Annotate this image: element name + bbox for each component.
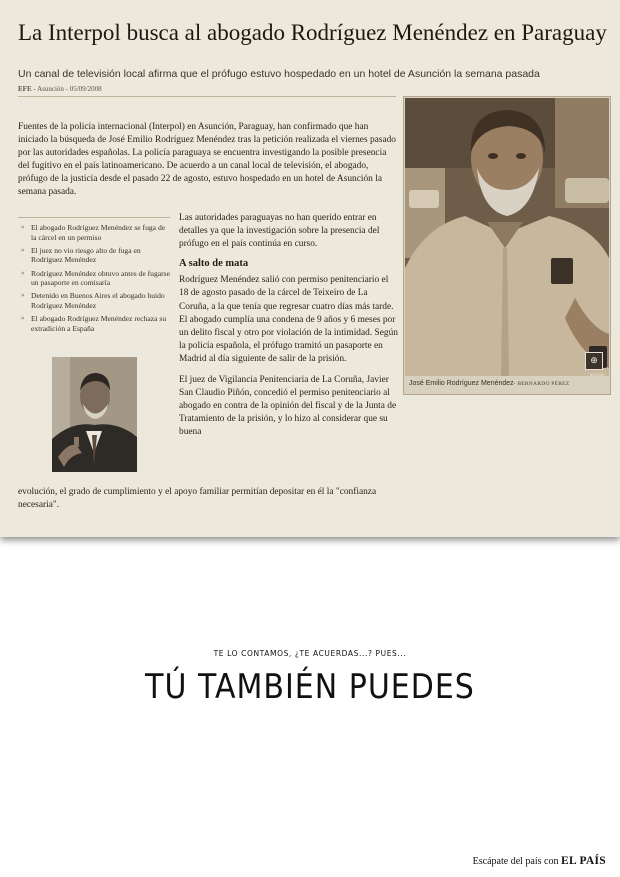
ad-footer xyxy=(473,855,606,867)
related-link[interactable]: » El abogado Rodríguez Menéndez rechaza su extradición a España xyxy=(21,314,167,333)
bullet-icon: » xyxy=(21,245,25,254)
main-portrait-illustration xyxy=(405,98,609,376)
article-paragraph: Rodríguez Menéndez salió con permiso penitenciario el 18 de agosto pasado de la cárcel de Teixeiro de La Coruña, a la que tenía que regresar cuatro días más tarde. El abogado cumplía una condena de 9 años y 6 meses por un delito fiscal y otro por violación de la intimidad. Según la policía española, el prófugo tramitó un pasaporte en Madrid al día siguiente de salir de la prisión. xyxy=(179,275,398,364)
article-paragraph-continuation: evolución, el grado de cumplimiento y el apoyo familiar permitían depositar en él la "confianza necesaria". xyxy=(18,487,377,511)
zoom-icon[interactable]: ⊕ xyxy=(585,352,603,370)
bullet-icon: » xyxy=(21,314,25,323)
ad-tagline-big: TÚ TAMBIÉN PUEDES xyxy=(145,668,475,708)
photo-caption-text: José Emilio Rodríguez Menéndez xyxy=(409,380,514,387)
divider xyxy=(18,96,396,97)
divider xyxy=(18,217,170,218)
photo-credit: - BERNARDO PÉREZ xyxy=(513,381,570,387)
related-links xyxy=(20,223,170,337)
related-link[interactable]: » Rodríguez Menéndez obtuvo antes de fugarse un pasaporte en comisaría xyxy=(21,268,170,288)
related-link[interactable]: » El juez no vio riesgo alto de fuga en Rodríguez Menéndez xyxy=(21,245,141,265)
small-portrait-illustration xyxy=(52,357,137,472)
bullet-icon: » xyxy=(21,291,25,300)
article-byline xyxy=(18,85,102,93)
bullet-icon: » xyxy=(21,268,25,277)
related-link[interactable]: » El abogado Rodríguez Menéndez se fuga de la cárcel en un permiso xyxy=(21,223,166,242)
article-body-column xyxy=(179,212,398,440)
ad-tagline-small: TE LO CONTAMOS, ¿TE ACUERDAS...? PUES... xyxy=(213,649,407,658)
photo-caption xyxy=(409,380,609,387)
article-lead: Fuentes de la policía internacional (Interpol) en Asunción, Paraguay, han confirmado que han iniciado la búsqueda de José Emilio Rodríguez Menéndez tras la petición realizada el viernes pasado por las autoridades españolas. La policía paraguaya se encuentra investigando la posible presencia del fugitivo en el país latinoamericano. De acuerdo a un canal local de televisión, el abogado, prófugo de la justicia desde el pasado 22 de agosto, estuvo hospedado en un hotel de Asunción la semana pasada. xyxy=(18,122,396,198)
related-link[interactable]: » Detenido en Buenos Aires el abogado huido Rodríguez Menéndez xyxy=(21,291,165,310)
article-subhead: Un canal de televisión local afirma que el prófugo estuvo hospedado en un hotel de Asunción la semana pasada xyxy=(18,68,540,80)
el-pais-logo: EL PAÍS xyxy=(560,855,606,867)
small-portrait-photo xyxy=(52,357,137,472)
section-heading: A salto de mata xyxy=(179,258,249,270)
byline-agency: EFE xyxy=(18,85,32,93)
byline-place-date: - Asunción - 05/09/2008 xyxy=(31,85,102,93)
bullet-icon: » xyxy=(21,223,25,231)
main-photo-box xyxy=(403,96,611,395)
ad-footer-text: Escápate del país con xyxy=(472,856,561,867)
zoom-label[interactable]: ampliar xyxy=(589,372,605,376)
article-paragraph: Las autoridades paraguayas no han querido entrar en detalles ya que la investigación sobre la presencia del prófugo en el país continúa en curso. xyxy=(179,213,380,250)
main-photo[interactable] xyxy=(405,98,609,376)
article-paragraph: El juez de Vigilancia Penitenciaria de La Coruña, Javier San Claudio Piñón, concedió el permiso penitenciario al abogado en contra de la opinión del fiscal y de la Junta de Tratamiento de la prisión, y lo hizo al considerar que su buena xyxy=(179,375,397,438)
article-headline: La Interpol busca al abogado Rodríguez Menéndez en Paraguay xyxy=(18,20,607,45)
